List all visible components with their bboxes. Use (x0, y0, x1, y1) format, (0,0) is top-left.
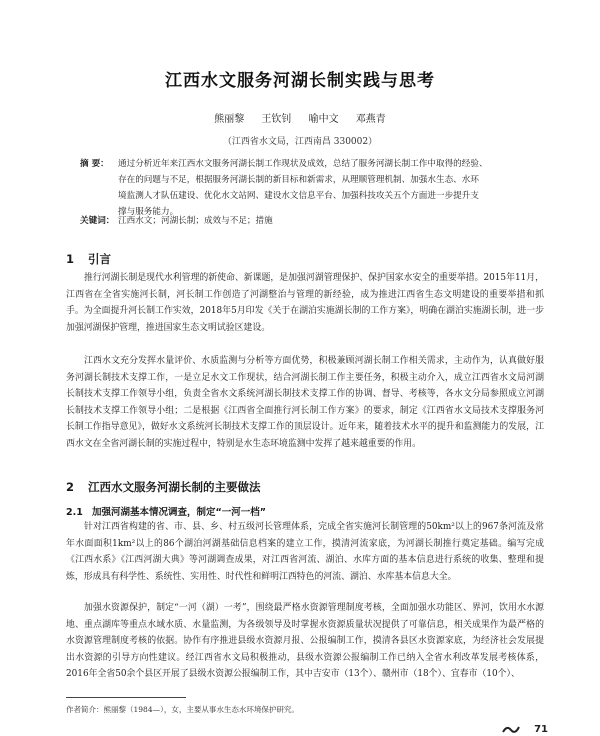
abstract (80, 156, 550, 220)
paper-title: 江西水文服务河湖长制实践与思考 (165, 71, 435, 91)
paragraph: 针对江西省构建的省、市、县、乡、村五级河长管理体系，完成全省实施河长制管理的50km²以上的967条河流及常年水面面积1km²以上的86个湖泊河湖基础信息档案的建立工作，摸清河流家底，为河湖长制推行奠定基础。编写完成《江西水系》《江西河湖大典》等河湖调查成果，对江西省河流、湖泊、水库方面的基本信息进行系统的收集、整理和提炼，形成具有科学性、系统性、实用性、时代性和鲜明江西特色的河流、湖泊、水库基本信息大全。 (66, 522, 544, 582)
author-list: 熊丽黎 王钦钊 喻中文 邓燕青 (214, 114, 386, 125)
page-number: 71 (534, 724, 548, 735)
subsection-number: 2.1 (66, 507, 83, 518)
section-title: 引言 (88, 252, 111, 266)
keywords (80, 213, 550, 229)
paragraph: 加强水资源保护，制定“一河（湖）一考”，围绕最严格水资源管理制度考核，全面加强水功能区、界河，饮用水水源地、重点湖库等重点水域水质、水量监测，为各级领导及时掌握水资源质量状况提供了可靠信息，相关成果作为最严格的水资源管理制度考核的依据。协作有序推进县级水资源月报、公报编制工作，摸清各县区水资源家底，为经济社会发展提出水资源的引导方向性建议。经江西省水文局积极推动，县级水资源公报编制工作已纳入全省水利改革发展考核体系，2016年全省50余个县区开展了县级水资源公报编制工作，其中吉安市（13个）、赣州市（18个）、宜春市（10个）、 (66, 603, 544, 679)
paragraph: 推行河湖长制是现代水利管理的新使命、新课题，是加强河湖管理保护、保护国家水安全的重要举措。2015年11月，江西省在全省实施河长制，河长制工作创造了河湖整治与管理的新经验，成为推进江西省生态文明建设的重要举措和抓手。为全面提升河长制工作实效，2018年5月印发《关于在湖泊实施湖长制的工作方案》，明确在湖泊实施湖长制，进一步加强河湖保护管理，推进国家生态文明试验区建设。 (66, 273, 544, 333)
footnote: 作者简介：熊丽黎（1984—），女，主要从事水生态水环境保护研究。 (66, 705, 299, 714)
section-number: 2 (66, 480, 75, 494)
abstract-line: 境监测人才队伍建设、优化水文站网、建设水文信息平台、加强科技攻关五个方面进一步提升支 (118, 191, 479, 201)
paragraph: 江西水文充分发挥水量评价、水质监测与分析等方面优势，积极兼顾河湖长制工作相关需求，主动作为，认真做好服务河湖长制技术支撑工作，一是立足水文工作现状，结合河湖长制工作主要任务，积极主动介入，成立江西省水文局河湖长制技术支撑工作领导小组，负责全省水文系统河湖长制技术支撑工作的协调、督导、考核等，各水文分局参照成立河湖长制技术支撑工作领导小组；二是根据《江西省全面推行河长制工作方案》的要求，制定《江西省水文局技术支撑服务河长制工作指导意见》，做好水文系统河长制技术支撑工作的顶层设计。近年来，随着技术水平的提升和监测能力的发展，江西水文在全省河湖长制的实施过程中，特别是水生态环境监测中发挥了越来越重要的作用。 (66, 356, 544, 449)
keywords-text: 江西水文；河湖长制；成效与不足；措施 (118, 216, 273, 226)
subsection-title: 加强河湖基本情况调查，制定“一河一档” (92, 507, 266, 518)
subsection-2-1-heading (66, 504, 266, 518)
section-2-heading (66, 479, 261, 495)
abstract-line: 存在的问题与不足，根据服务河湖长制的新目标和新需求，从理顺管理机制、加强水生态、水环 (118, 175, 479, 185)
footnote-rule (66, 697, 186, 698)
section-title: 江西水文服务河湖长制的主要做法 (88, 480, 261, 494)
abstract-line: 撑与服务能力。 (118, 207, 179, 217)
page-mark-icon (502, 724, 520, 734)
section-number: 1 (66, 252, 75, 266)
affiliation: （江西省水文局，江西南昌 330002） (222, 137, 378, 147)
section-1-heading (66, 251, 111, 267)
abstract-line: 通过分析近年来江西水文服务河湖长制工作现状及成效，总结了服务河湖长制工作中取得的经验、 (118, 159, 488, 169)
keywords-label: 关键词： (80, 216, 115, 226)
abstract-label: 摘 要： (80, 159, 109, 169)
